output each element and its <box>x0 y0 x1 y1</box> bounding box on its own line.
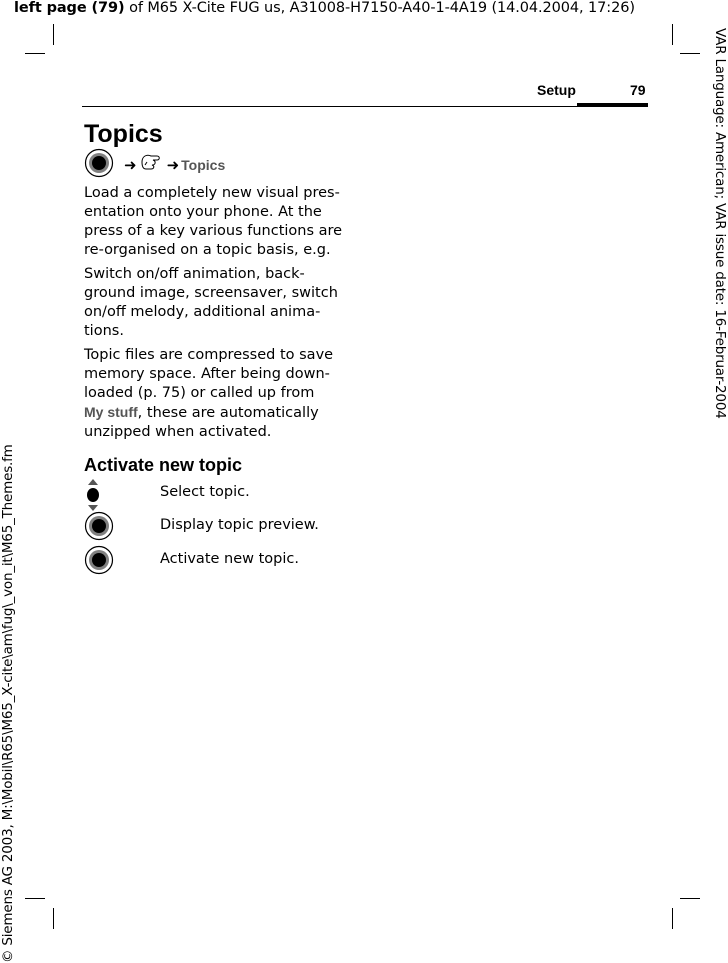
center-select-key-icon <box>84 148 114 182</box>
text-line: tions. <box>84 323 124 339</box>
running-head-page-number: 79 <box>630 82 646 98</box>
paragraph <box>84 265 354 341</box>
menu-reference-my-stuff: My stuff <box>84 404 138 420</box>
section-heading: Activate new topic <box>84 455 243 475</box>
crop-mark <box>680 898 700 899</box>
crop-mark <box>53 24 54 45</box>
text-line <box>84 403 354 423</box>
side-note-copyright: © Siemens AG 2003, M:\Mobil\R65\M65_X-cite\am\fug\_von_it\M65_Themes.fm <box>0 444 16 963</box>
text-line: loaded (p. 75) or called up from <box>84 385 315 401</box>
page-title: Topics <box>84 120 163 148</box>
crop-mark <box>53 908 54 929</box>
text-line: press of a key various functions are <box>84 223 343 239</box>
menu-path <box>84 150 225 180</box>
paragraph <box>84 184 354 260</box>
menu-item-topics: Topics <box>181 157 226 173</box>
file-header-page: left page (79) <box>14 0 125 16</box>
file-header-info: of M65 X-Cite FUG us, A31008-H7150-A40-1-4A19 (14.04.2004, 17:26) <box>124 0 635 16</box>
text-fragment: , these are automatically <box>137 405 319 421</box>
text-line: memory space. After being down- <box>84 366 330 382</box>
text-line: Switch on/off animation, back- <box>84 266 305 282</box>
center-select-key-icon <box>84 545 114 579</box>
center-select-key-icon <box>84 511 114 545</box>
step-text: Select topic. <box>160 484 250 500</box>
crop-mark <box>680 53 700 54</box>
arrow-right-icon: ➜ <box>124 155 137 174</box>
crop-mark <box>25 53 45 54</box>
step-text: Activate new topic. <box>160 551 299 567</box>
text-line: on/off melody, additional anima- <box>84 304 321 320</box>
header-rule <box>82 106 648 107</box>
paragraph <box>84 346 354 442</box>
text-line: Topic files are compressed to save <box>84 347 334 363</box>
text-line: entation onto your phone. At the <box>84 204 322 220</box>
file-header <box>14 0 635 16</box>
arrow-right-icon: ➜ <box>166 155 180 174</box>
text-line: Load a completely new visual pres- <box>84 185 340 201</box>
crop-mark <box>25 898 45 899</box>
setup-menu-icon <box>139 152 165 178</box>
step-text: Display topic preview. <box>160 517 319 533</box>
running-head-section: Setup <box>537 82 576 98</box>
side-note-language: VAR Language: American; VAR issue date: 16-Februar-2004 <box>712 28 728 419</box>
text-line: re-organised on a topic basis, e.g. <box>84 242 331 258</box>
text-line: ground image, screensaver, switch <box>84 285 338 301</box>
header-rule-accent <box>577 103 648 106</box>
text-line: unzipped when activated. <box>84 424 272 440</box>
crop-mark <box>672 24 673 45</box>
crop-mark <box>672 908 673 929</box>
